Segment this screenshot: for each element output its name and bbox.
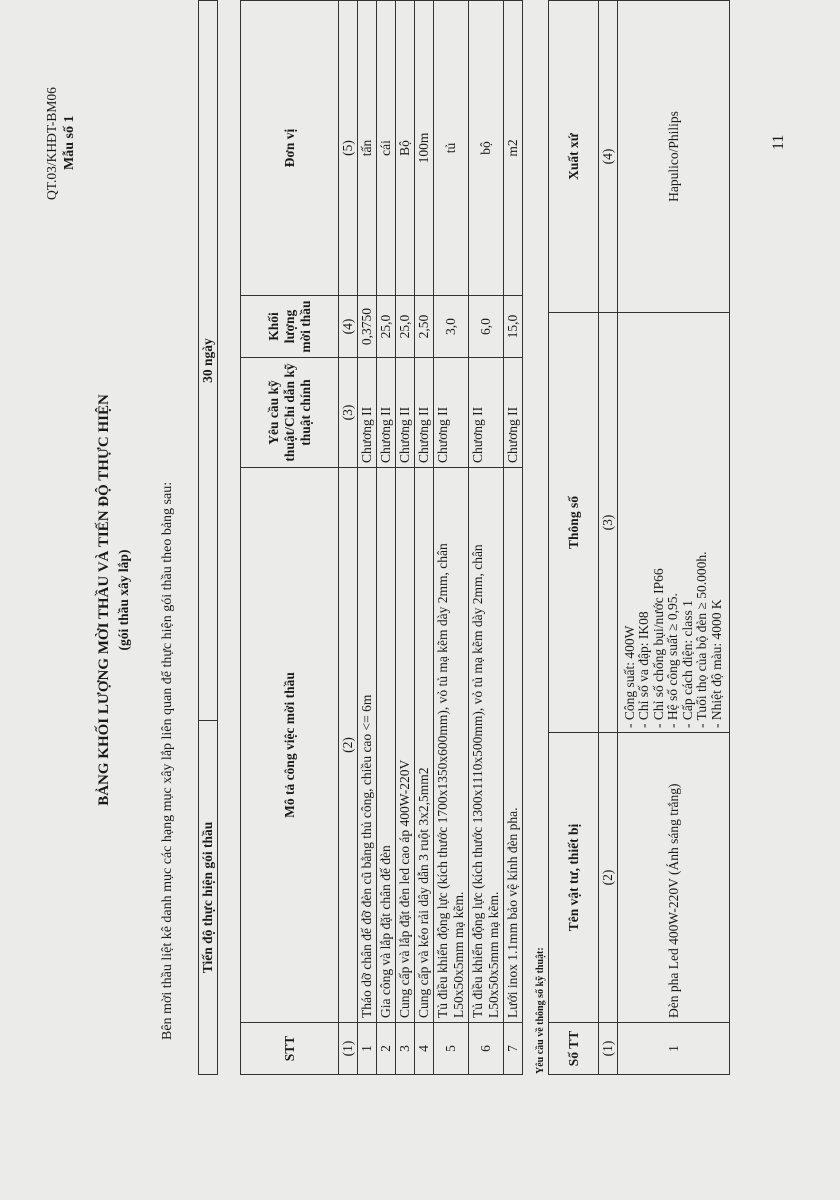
- row-unit: 100m: [415, 1, 434, 296]
- param-item: - Nhiệt độ màu: 4000 K: [708, 599, 724, 728]
- row-unit: cái: [377, 1, 396, 296]
- table-row: [618, 1, 730, 1075]
- col-number: (1): [339, 1023, 358, 1075]
- col-header-stt: STT: [241, 1023, 339, 1075]
- col-number: (2): [339, 468, 358, 1023]
- tech-table: [548, 0, 730, 1075]
- table-row: [415, 1, 434, 1075]
- col-header-stt: Số TT: [549, 1023, 599, 1075]
- row-req: Chương II: [358, 358, 377, 468]
- row-stt: 2: [377, 1023, 396, 1075]
- col-number: (3): [599, 313, 618, 733]
- tech-note: Yêu cầu về thông số kỹ thuật:: [535, 947, 546, 1074]
- row-desc: Tủ điều khiển động lực (kích thước 1700x1350x600mm), vỏ tủ mạ kẽm dày 2mm, chân L50x50x5mm mạ kẽm.: [434, 468, 469, 1023]
- col-number: (4): [339, 296, 358, 358]
- row-qty: 15,0: [504, 296, 523, 358]
- col-number: (4): [599, 1, 618, 313]
- works-table: [240, 0, 523, 1075]
- col-header-desc: Mô tả công việc mời thầu: [241, 468, 339, 1023]
- row-stt: 1: [358, 1023, 377, 1075]
- col-number: (1): [599, 1023, 618, 1075]
- form-number: Mẫu số 1: [62, 115, 77, 170]
- intro-text: Bên mời thầu liệt kê danh mục các hạng mục xây lắp liên quan để thực hiện gói thầu theo bảng sau:: [160, 481, 175, 1040]
- param-item: - Chỉ số va đập: IK08: [636, 611, 652, 728]
- table-row: [396, 1, 415, 1075]
- param-item: - Chỉ số chống bụi/nước IP66: [650, 568, 666, 728]
- row-qty: 2,50: [415, 296, 434, 358]
- row-qty: 0,3750: [358, 296, 377, 358]
- row-stt: 7: [504, 1023, 523, 1075]
- param-item: - Công suất: 400W: [621, 625, 637, 728]
- row-stt: 3: [396, 1023, 415, 1075]
- row-stt: 6: [469, 1023, 504, 1075]
- row-qty: 3,0: [434, 296, 469, 358]
- param-item: - Hệ số công suất ≥ 0,95.: [665, 593, 681, 728]
- row-req: Chương II: [377, 358, 396, 468]
- row-desc: Cung cấp và lắp đặt đèn led cao áp 400W-220V: [396, 468, 415, 1023]
- row-qty: 25,0: [396, 296, 415, 358]
- row-params: [618, 313, 730, 733]
- row-stt: 1: [618, 1023, 730, 1075]
- row-origin: Hapulico/Philips: [618, 1, 730, 313]
- table-row: [469, 1, 504, 1075]
- page-number: 11: [770, 134, 787, 150]
- param-item: - Tuổi thọ của bộ đèn ≥ 50.000h.: [694, 551, 710, 728]
- col-header-origin: Xuất xứ: [549, 1, 599, 313]
- row-desc: Tủ điều khiển động lực (kích thước 1300x1110x500mm), vỏ tủ mạ kẽm dày 2mm, chân L50x50x5mm mạ kẽm.: [469, 468, 504, 1023]
- row-unit: Bộ: [396, 1, 415, 296]
- row-req: Chương II: [469, 358, 504, 468]
- schedule-value: 30 ngày: [199, 1, 218, 721]
- row-req: Chương II: [504, 358, 523, 468]
- row-desc: Gia công và lắp đặt chân đế đèn: [377, 468, 396, 1023]
- row-qty: 25,0: [377, 296, 396, 358]
- table-row: [434, 1, 469, 1075]
- page-title: BẢNG KHỐI LƯỢNG MỜI THẦU VÀ TIẾN ĐỘ THỰC HIỆN: [96, 394, 112, 806]
- row-req: Chương II: [415, 358, 434, 468]
- col-header-unit: Đơn vị: [241, 1, 339, 296]
- schedule-table: [198, 0, 218, 1075]
- page-subtitle: (gói thầu xây lắp): [116, 549, 131, 651]
- col-header-req: Yêu cầu kỹ thuật/Chỉ dẫn kỹ thuật chính: [241, 358, 339, 468]
- doc-code: QT.03/KHĐT-BM06: [44, 87, 59, 200]
- row-stt: 5: [434, 1023, 469, 1075]
- schedule-label: Tiến độ thực hiện gói thầu: [199, 721, 218, 1075]
- row-qty: 6,0: [469, 296, 504, 358]
- row-unit: bộ: [469, 1, 504, 296]
- param-item: - Cấp cách điện: class 1: [679, 600, 695, 728]
- table-row: [377, 1, 396, 1075]
- row-unit: tủ: [434, 1, 469, 296]
- row-unit: m2: [504, 1, 523, 296]
- table-row: [504, 1, 523, 1075]
- row-stt: 4: [415, 1023, 434, 1075]
- col-header-params: Thông số: [549, 313, 599, 733]
- row-desc: Lưới inox 1.1mm bảo vệ kính đèn pha.: [504, 468, 523, 1023]
- row-req: Chương II: [396, 358, 415, 468]
- col-header-qty: Khối lượng mời thầu: [241, 296, 339, 358]
- col-header-name: Tên vật tư, thiết bị: [549, 733, 599, 1023]
- col-number: (5): [339, 1, 358, 296]
- col-number: (3): [339, 358, 358, 468]
- table-row: [358, 1, 377, 1075]
- row-name: Đèn pha Led 400W-220V (Ánh sáng trắng): [618, 733, 730, 1023]
- col-number: (2): [599, 733, 618, 1023]
- row-desc: Cung cấp và kéo rải dây dẫn 3 ruột 3x2,5mm2: [415, 468, 434, 1023]
- row-desc: Tháo dỡ chân đế đỡ đèn cũ bằng thủ công, chiều cao <= 6m: [358, 468, 377, 1023]
- row-unit: tấn: [358, 1, 377, 296]
- row-req: Chương II: [434, 358, 469, 468]
